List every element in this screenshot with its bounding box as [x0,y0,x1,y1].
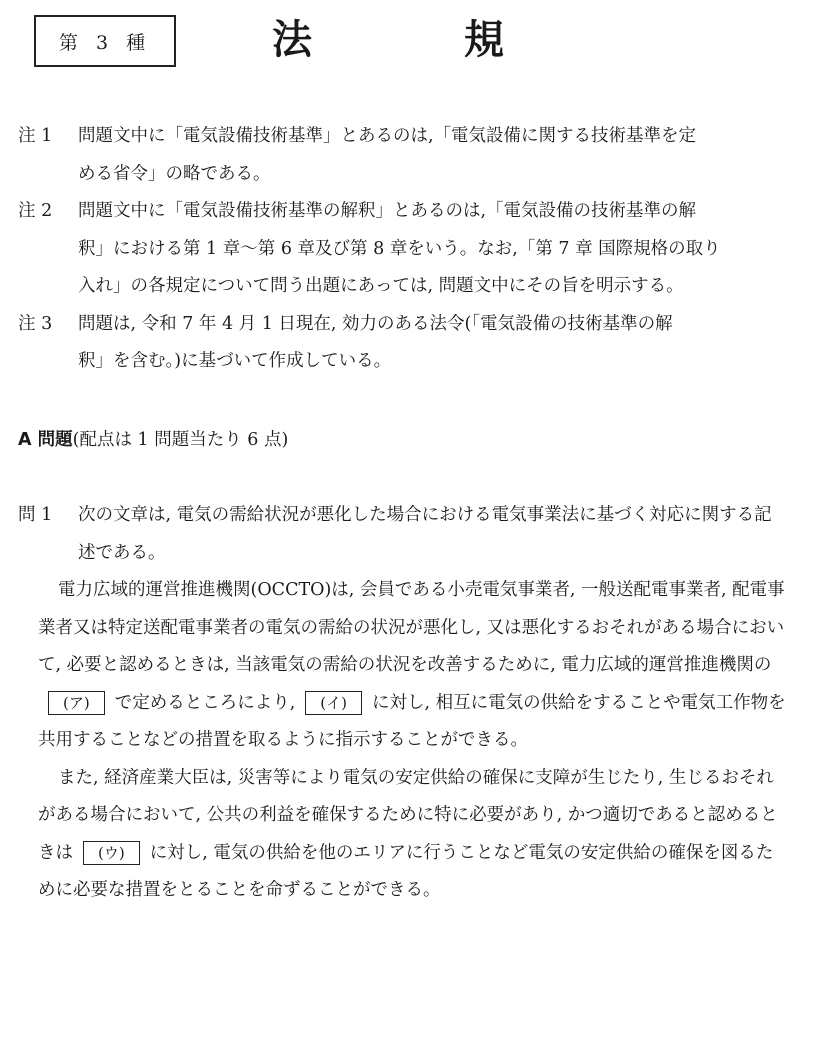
note-line: 問題文中に「電気設備技術基準」とあるのは,「電気設備に関する技術基準を定 [78,126,697,146]
paragraph-text: に対し, 相互に電気の供給をすることや電気工作物を共用することなどの措置を取るように指示することができる。 [38,692,786,750]
question-1 [18,497,788,910]
title-part-2: 規 [464,17,504,63]
note-label: 注 3 [18,313,53,334]
paragraph-text: で定めるところにより, [114,692,296,713]
note-line: 入れ」の各規定について問う出題にあっては, 問題文中にその旨を明示する。 [78,276,684,296]
section-label: A 問題 [18,430,73,450]
question-paragraph-1 [18,572,788,760]
note-3 [18,306,788,381]
question-intro [38,497,788,572]
question-header [18,497,788,572]
paragraph-text: 電力広域的運営推進機関(OCCTO)は, 会員である小売電気事業者, 一般送配電事業者, 配電事業者又は特定送配電事業者の電気の需給の状況が悪化し, 又は悪化するおそれがある場合において, 必要と認めるときは, 当該電気の需給の状況を改善するために, 電力広域的運営推進機関の [38,580,785,675]
question-intro-text: 次の文章は, 電気の需給状況が悪化した場合における電気事業法に基づく対応に関する記述である。 [78,505,772,563]
note-label: 注 1 [18,126,53,146]
note-1 [18,118,788,193]
question-paragraph-2 [18,760,788,910]
notes-section [18,118,788,381]
note-line: 釈」を含む。)に基づいて作成している。 [78,351,392,371]
exam-type-box [34,15,176,67]
note-line: める省令」の略である。 [78,163,271,184]
paragraph-text: に対し, 電気の供給を他のエリアに行うことなど電気の安定供給の確保を図るために必要な措置をとることを命ずることができる。 [38,842,774,900]
section-points: (配点は 1 問題当たり 6 点) [72,430,289,450]
note-line: 釈」における第 1 章〜第 6 章及び第 8 章をいう。なお,「第 7 章 国際規格の取り [78,238,721,259]
blank-b: (イ) [305,691,362,715]
section-heading [18,426,288,451]
note-line: 問題は, 令和 7 年 4 月 1 日現在, 効力のある法令(「電気設備の技術基準の解 [78,313,673,334]
note-line: 問題文中に「電気設備技術基準の解釈」とあるのは,「電気設備の技術基準の解 [78,201,697,221]
note-label: 注 2 [18,201,53,221]
exam-type-label: 第 3 種 [58,31,152,54]
question-number: 問 1 [18,505,53,525]
paragraph-text: また, 経済産業大臣は, 災害等により電気の安定供給の確保に支障が生じたり, 生じるおそれがある場合において, 公共の利益を確保するために特に必要があり, かつ適切であると認めるときは [38,767,778,863]
blank-a: (ア) [48,691,105,715]
title-part-1: 法 [272,17,312,63]
note-2 [18,193,788,306]
blank-c: (ウ) [83,841,140,865]
